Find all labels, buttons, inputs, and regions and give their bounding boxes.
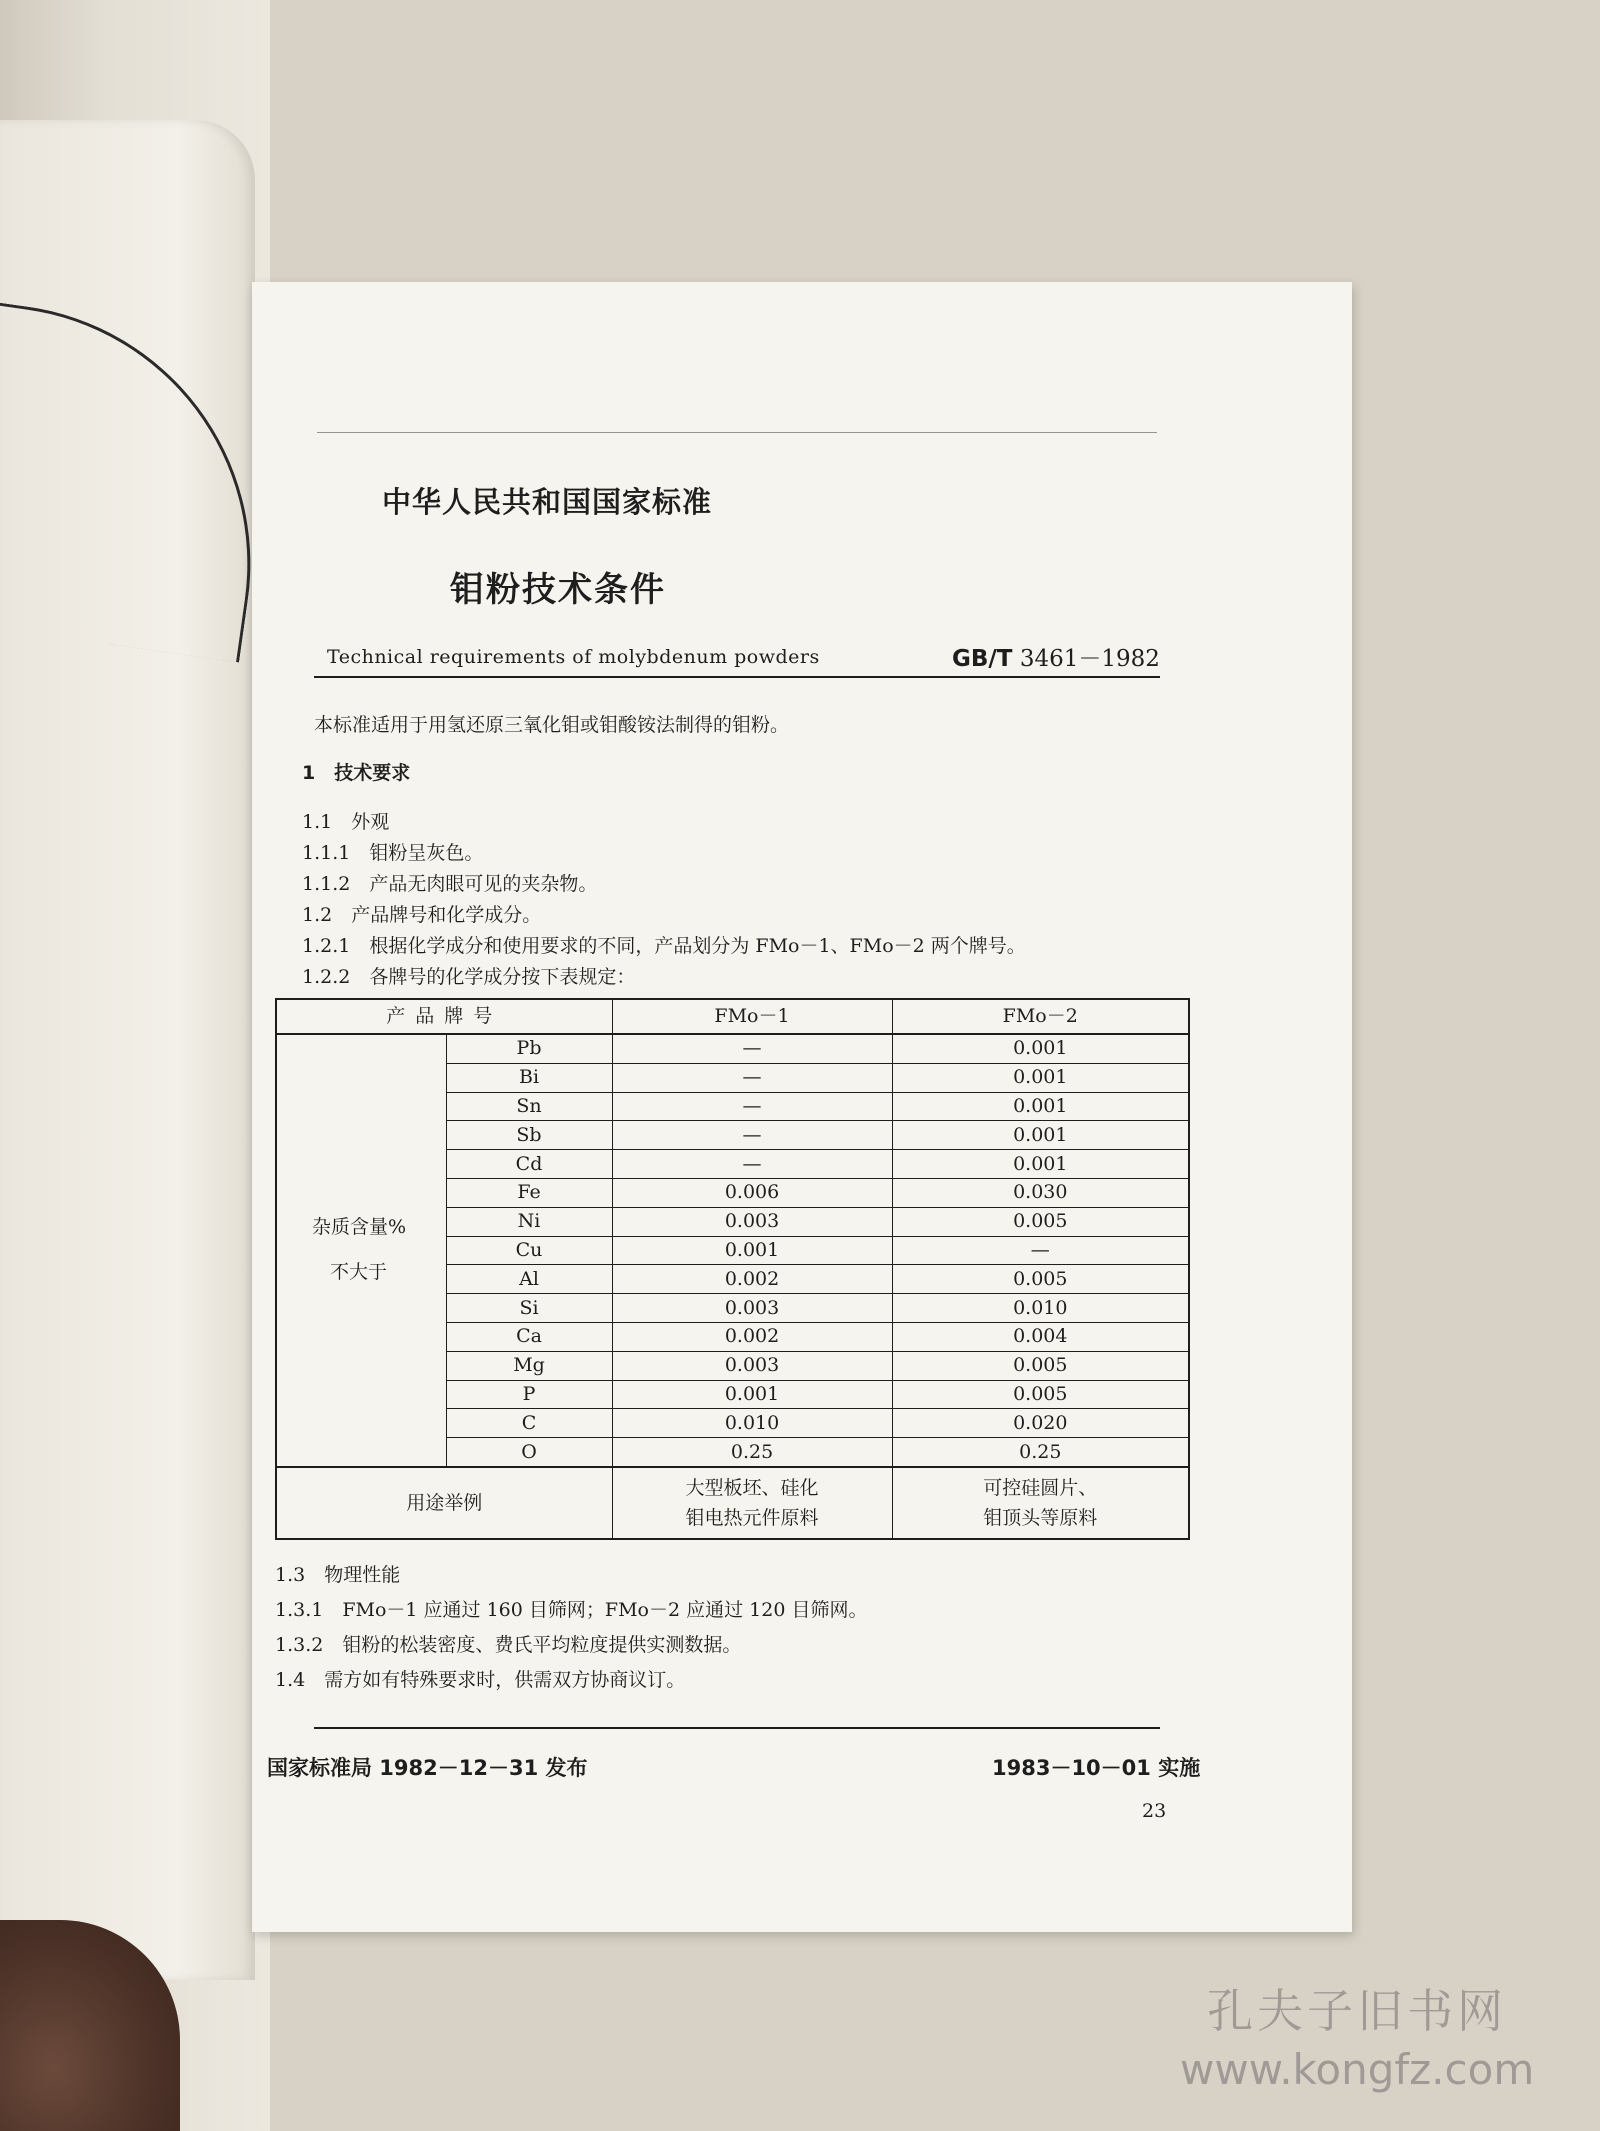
effective-date: 1983－10－01 实施 xyxy=(992,1756,1201,1780)
document-title: 钼粉技术条件 xyxy=(450,570,666,610)
fmo1-usage xyxy=(612,1467,892,1539)
element-cell: Pb xyxy=(446,1034,612,1063)
facing-page-curve xyxy=(0,300,255,662)
element-cell: C xyxy=(446,1409,612,1438)
impurity-label: 杂质含量% xyxy=(312,1215,407,1238)
section-1-2-2: 1.2.2 各牌号的化学成分按下表规定： xyxy=(302,966,636,988)
intro-paragraph: 本标准适用于用氢还原三氧化钼或钼酸铵法制得的钼粉。 xyxy=(314,714,790,736)
fmo2-value: 0.005 xyxy=(892,1265,1189,1294)
watermark-site-name: 孔夫子旧书网 xyxy=(1207,1984,1508,2038)
fmo2-value: 0.010 xyxy=(892,1294,1189,1323)
fmo1-header: FMo－1 xyxy=(612,999,892,1034)
fmo1-value: 0.003 xyxy=(612,1351,892,1380)
impurity-limit-label: 不大于 xyxy=(330,1261,388,1284)
page-number: 23 xyxy=(1142,1800,1167,1822)
fmo2-value: 0.020 xyxy=(892,1409,1189,1438)
fmo1-value: — xyxy=(612,1092,892,1121)
element-cell: Sb xyxy=(446,1121,612,1150)
footer-rule xyxy=(314,1727,1160,1729)
fmo1-value: 0.001 xyxy=(612,1236,892,1265)
section-1-3-2: 1.3.2 钼粉的松装密度、费氏平均粒度提供实测数据。 xyxy=(275,1634,742,1656)
fmo1-usage-line-2: 钼电热元件原料 xyxy=(685,1506,819,1529)
fmo1-value: 0.001 xyxy=(612,1380,892,1409)
fmo2-usage xyxy=(892,1467,1189,1539)
national-standard-heading: 中华人民共和国国家标准 xyxy=(382,485,713,519)
table-header-row xyxy=(276,999,1189,1034)
fmo2-value: — xyxy=(892,1236,1189,1265)
section-1-3-1: 1.3.1 FMo－1 应通过 160 目筛网；FMo－2 应通过 120 目筛网。 xyxy=(275,1599,868,1621)
fmo2-usage-line-1: 可控硅圆片、 xyxy=(983,1476,1098,1499)
impurity-group-label xyxy=(276,1034,446,1467)
section-1-1: 1.1 外观 xyxy=(302,811,390,833)
section-1-3: 1.3 物理性能 xyxy=(275,1564,401,1586)
element-cell: Fe xyxy=(446,1178,612,1207)
section-1-2-1: 1.2.1 根据化学成分和使用要求的不同，产品划分为 FMo－1、FMo－2 两个牌号。 xyxy=(302,935,1026,957)
table-row xyxy=(276,1034,1189,1063)
code-number: 3461－1982 xyxy=(1019,646,1160,672)
facing-page xyxy=(0,120,255,1980)
fmo2-value: 0.005 xyxy=(892,1351,1189,1380)
section-1-2: 1.2 产品牌号和化学成分。 xyxy=(302,904,542,926)
fmo1-value: — xyxy=(612,1150,892,1179)
fmo1-value: 0.010 xyxy=(612,1409,892,1438)
fmo2-value: 0.030 xyxy=(892,1178,1189,1207)
element-cell: Ni xyxy=(446,1207,612,1236)
element-cell: Al xyxy=(446,1265,612,1294)
fmo1-value: — xyxy=(612,1121,892,1150)
element-cell: Bi xyxy=(446,1063,612,1092)
usage-label: 用途举例 xyxy=(276,1467,612,1539)
watermark-url: www.kongfz.com xyxy=(1180,2045,1535,2094)
fmo2-value: 0.001 xyxy=(892,1092,1189,1121)
section-1-1-2: 1.1.2 产品无肉眼可见的夹杂物。 xyxy=(302,873,598,895)
fmo1-value: 0.002 xyxy=(612,1322,892,1351)
element-cell: P xyxy=(446,1380,612,1409)
code-prefix: GB/T xyxy=(952,646,1013,672)
fmo2-value: 0.001 xyxy=(892,1121,1189,1150)
fmo2-value: 0.25 xyxy=(892,1438,1189,1467)
element-cell: Ca xyxy=(446,1322,612,1351)
fmo2-value: 0.001 xyxy=(892,1150,1189,1179)
fmo1-value: 0.003 xyxy=(612,1207,892,1236)
bleed-header-rule xyxy=(317,432,1157,433)
issue-date: 国家标准局 1982－12－31 发布 xyxy=(267,1756,588,1780)
fmo1-value: — xyxy=(612,1034,892,1063)
element-cell: Cd xyxy=(446,1150,612,1179)
element-cell: Si xyxy=(446,1294,612,1323)
fmo1-value: — xyxy=(612,1063,892,1092)
fmo2-value: 0.005 xyxy=(892,1380,1189,1409)
fmo2-value: 0.001 xyxy=(892,1063,1189,1092)
section-1-1-1: 1.1.1 钼粉呈灰色。 xyxy=(302,842,484,864)
fmo1-value: 0.25 xyxy=(612,1438,892,1467)
fmo1-value: 0.006 xyxy=(612,1178,892,1207)
usage-row xyxy=(276,1467,1189,1539)
standard-code xyxy=(952,640,1160,673)
element-cell: Mg xyxy=(446,1351,612,1380)
grade-header: 产品牌号 xyxy=(276,999,612,1034)
element-cell: O xyxy=(446,1438,612,1467)
element-cell: Sn xyxy=(446,1092,612,1121)
section-1-4: 1.4 需方如有特殊要求时，供需双方协商议订。 xyxy=(275,1669,686,1691)
fmo2-header: FMo－2 xyxy=(892,999,1189,1034)
title-rule xyxy=(314,676,1160,678)
fmo2-value: 0.001 xyxy=(892,1034,1189,1063)
chemical-composition-table xyxy=(275,998,1190,1540)
fmo2-value: 0.005 xyxy=(892,1207,1189,1236)
watermark xyxy=(1180,1975,1534,2094)
fmo2-value: 0.004 xyxy=(892,1322,1189,1351)
document-page xyxy=(252,282,1352,1932)
element-cell: Cu xyxy=(446,1236,612,1265)
section-1-heading: 1 技术要求 xyxy=(302,762,411,784)
fmo1-value: 0.003 xyxy=(612,1294,892,1323)
fmo2-usage-line-2: 钼顶头等原料 xyxy=(983,1506,1098,1529)
english-title: Technical requirements of molybdenum powders xyxy=(327,646,820,668)
fmo1-value: 0.002 xyxy=(612,1265,892,1294)
fmo1-usage-line-1: 大型板坯、硅化 xyxy=(685,1476,819,1499)
